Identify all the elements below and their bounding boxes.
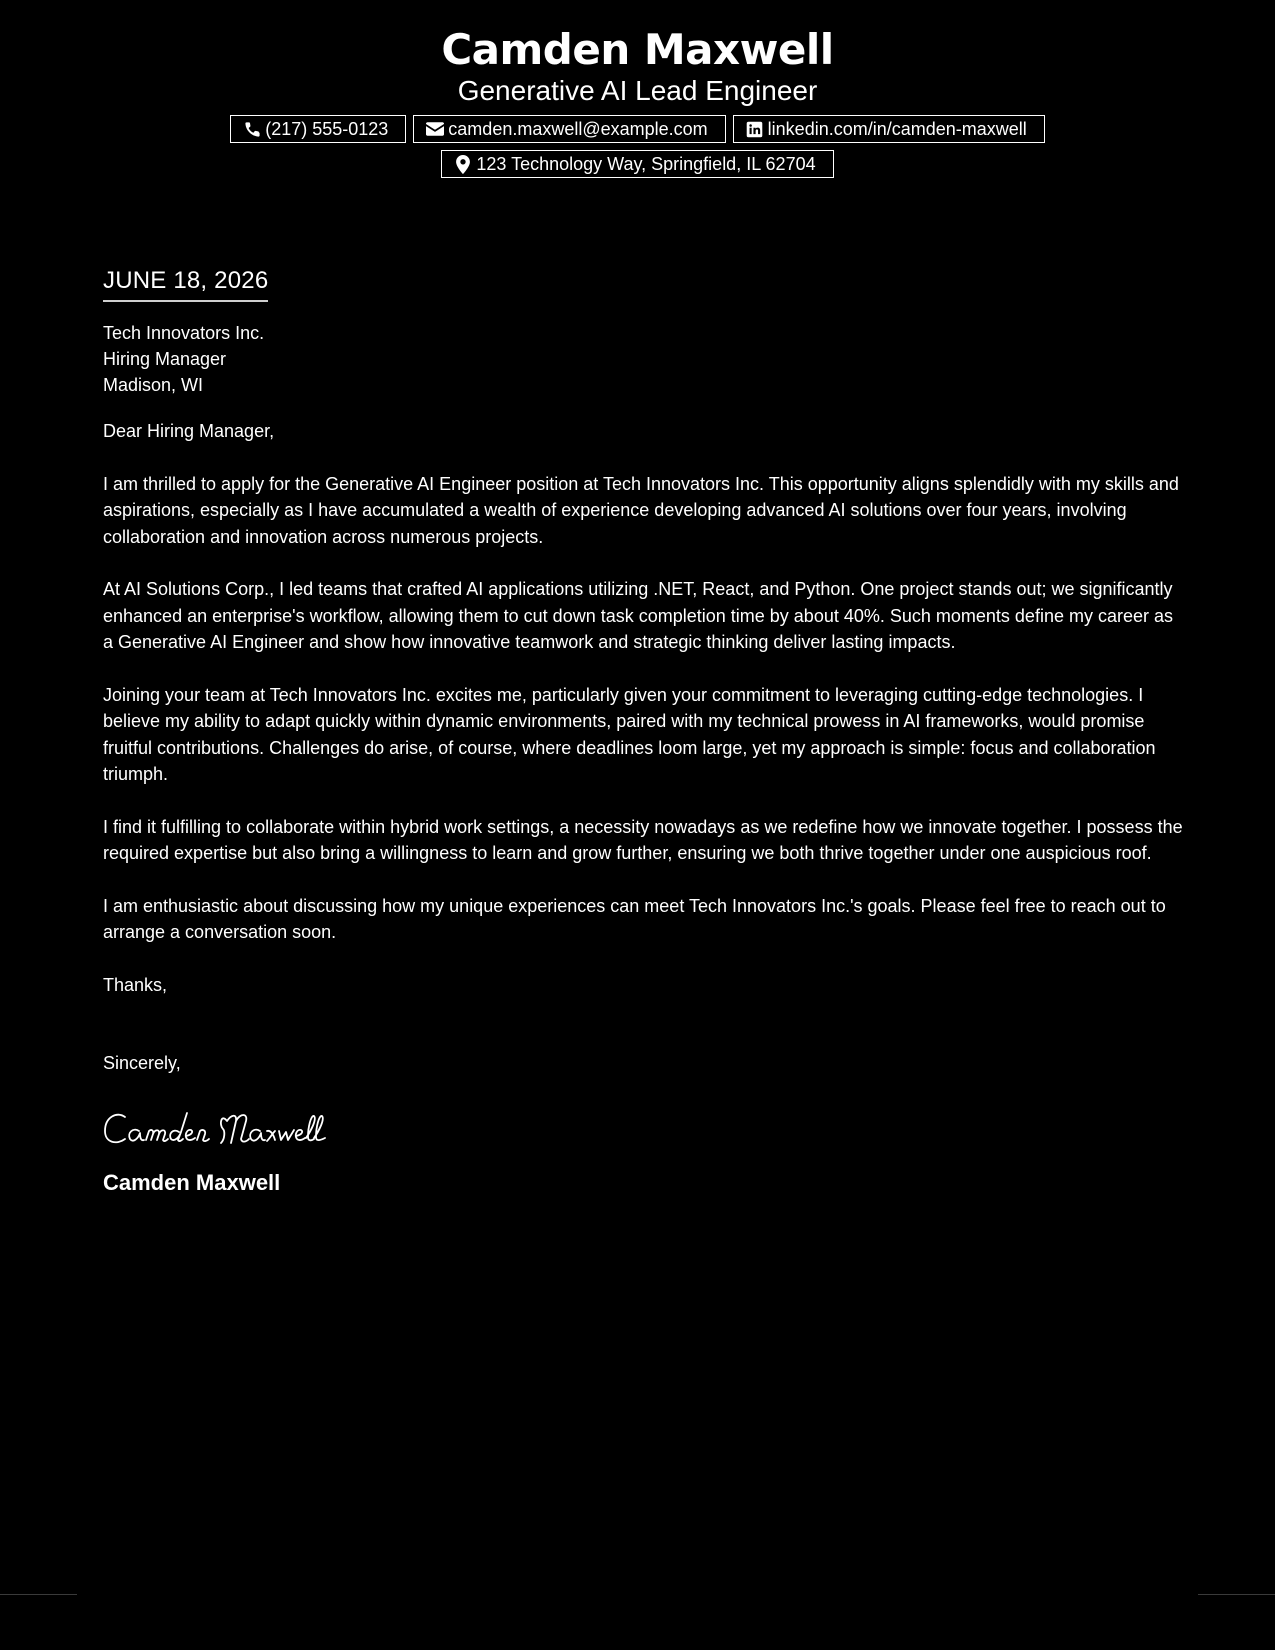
footer-divider-left [0,1594,77,1595]
contact-phone-text: (217) 555-0123 [265,119,389,139]
contact-linkedin-text: linkedin.com/in/camden-maxwell [767,119,1027,139]
contact-phone[interactable] [230,115,406,143]
phone-icon [243,120,261,138]
closing-line: Sincerely, [103,1053,181,1073]
recipient-location: Madison, WI [103,375,204,395]
body-paragraph: I am enthusiastic about discussing how my unique experiences can meet Tech Innovators Inc.'s goals. Please feel free to reach out to arrange a conversation soon. [103,895,1166,942]
body-paragraph: I am thrilled to apply for the Generative AI Engineer position at Tech Innovators Inc. This opportunity aligns splendidly with my skills and aspirations, especially as I have accumulated a wealth of experience developing advanced AI solutions over four years, involving collaboration and innovation across numerous projects. [103,473,1179,547]
contact-row-address [0,150,1275,178]
map-marker-icon [454,155,472,173]
applicant-role: Generative AI Lead Engineer [457,75,818,106]
contact-email-text: camden.maxwell@example.com [448,119,708,139]
signature-image [103,1103,373,1153]
handwritten-signature [103,1103,1183,1153]
salutation: Dear Hiring Manager, [103,421,275,441]
applicant-name: Camden Maxwell [441,25,834,74]
contact-linkedin[interactable] [733,115,1045,143]
recipient-company: Tech Innovators Inc. [103,323,265,343]
linkedin-icon [746,120,764,138]
recipient-title: Hiring Manager [103,349,227,369]
thanks-line: Thanks, [103,974,168,995]
contact-address-text: 123 Technology Way, Springfield, IL 62704 [476,154,816,174]
body-paragraph: Joining your team at Tech Innovators Inc. excites me, particularly given your commitment to leveraging cutting-edge technologies. I believe my ability to adapt quickly within dynamic environments, paired with my technical prowess in AI frameworks, would promise fruitful contributions. Challenges do arise, of course, where deadlines loom large, yet my approach is simple: focus and collaboration triumph. [103,684,1156,784]
envelope-icon [426,120,444,138]
contact-email[interactable] [413,115,725,143]
footer-divider-right [1198,1594,1275,1595]
body-paragraph: At AI Solutions Corp., I led teams that crafted AI applications utilizing .NET, React, and Python. One project stands out; we significantly enhanced an enterprise's workflow, allowing them to cut down task completion time by about 40%. Such moments define my career as a Generative AI Engineer and show how innovative teamwork and strategic thinking deliver lasting impacts. [103,579,1173,652]
signed-name: Camden Maxwell [103,1169,281,1195]
letter-header [0,24,1275,178]
letter-date: JUNE 18, 2026 [103,266,268,302]
letter-body [103,266,1183,1197]
recipient-block [103,320,1183,398]
body-paragraph: I find it fulfilling to collaborate within hybrid work settings, a necessity nowadays as we redefine how we innovate together. I possess the required expertise but also bring a willingness to learn and grow further, ensuring we both thrive together under one auspicious roof. [103,816,1183,863]
contact-row [0,115,1275,143]
contact-address[interactable] [441,150,833,178]
